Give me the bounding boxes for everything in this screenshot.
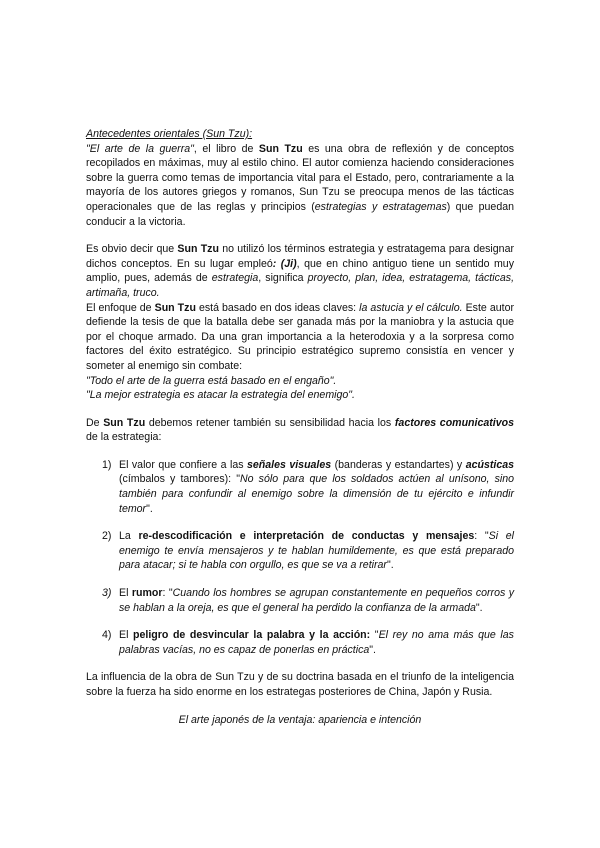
text-span: (banderas y estandartes) y <box>331 458 466 471</box>
text-span: , el libro de <box>193 142 259 155</box>
text-span: Este autor defiende la tesis de que la batalla debe ser ganada más por la maniobra y la astucia que por el choque armado. Da una gran importancia a la heterodoxia y a la sorpresa como factores del éxito estratégico. Su principio estratégico supremo consistía en vencer y someter al enemigo sin combate: <box>86 301 515 372</box>
book-title: "El arte de la guerra" <box>86 142 194 155</box>
italic-span: estrategias y estratagemas <box>314 200 447 213</box>
list-item <box>86 529 514 573</box>
bold-italic-span: factores comunicativos <box>394 416 514 429</box>
list-number: 4) <box>102 629 112 642</box>
text-span: de la estrategia: <box>86 431 162 444</box>
text-span: El <box>119 629 134 642</box>
list-number: 3) <box>102 587 112 600</box>
text-span: " <box>370 629 379 642</box>
italic-span: El rey no ama más que las palabras vacías, no es capaz de ponerlas en práctica <box>119 629 514 656</box>
italic-span: Si el enemigo te envía mensajeros y te hablan humildemente, es que está preparado para atacar; si te habla con orgullo, es que se va a retirar <box>119 530 514 572</box>
text-span: , que en chino antiguo tiene un sentido muy amplio, pues, además de <box>86 257 514 285</box>
text-span: no utilizó los términos estrategia y estratagema para designar dichos conceptos. En su lugar empleó <box>86 243 514 270</box>
italic-span: estrategia <box>211 272 259 285</box>
author-name: Sun Tzu <box>154 301 196 314</box>
author-name: Sun Tzu <box>177 243 219 256</box>
text-span: : " <box>162 587 173 600</box>
list-item <box>86 458 514 516</box>
list-number: 1) <box>102 458 112 471</box>
bold-span: peligro de desvincular la palabra y la acción: <box>133 629 371 642</box>
list-number: 2) <box>102 530 112 543</box>
paragraph-approach <box>86 301 514 374</box>
paragraph-intro <box>86 142 514 230</box>
italic-span: Cuando los hombres se agrupan constantemente en pequeños corros y se hablan a la oreja, es que el general ha perdido la confianza de la armada <box>119 587 514 614</box>
next-section-title: El arte japonés de la ventaja: apariencia e intención <box>178 713 422 726</box>
section-heading: Antecedentes orientales (Sun Tzu): <box>86 128 253 140</box>
text-span: ". <box>475 601 483 614</box>
text-span: debemos retener también su sensibilidad hacia los <box>145 416 395 429</box>
bold-italic-span: acústicas <box>465 458 514 471</box>
text-span: : " <box>474 530 489 543</box>
paragraph-terms <box>86 242 514 300</box>
factors-list <box>86 458 514 658</box>
paragraph-communication <box>86 416 514 445</box>
bold-span: rumor <box>131 587 163 600</box>
text-span: ". <box>386 559 394 572</box>
italic-span: proyecto, plan, idea, estratagema, tácticas, artimaña, truco. <box>86 272 515 299</box>
text-span: está basado en dos ideas claves: <box>195 301 360 314</box>
text-span: ) que puedan conducir a la victoria. <box>86 200 514 228</box>
bold-italic-span: señales visuales <box>247 458 332 471</box>
text-span: El <box>119 587 132 600</box>
text-span: La <box>119 530 139 543</box>
bold-italic-span: : (Ji) <box>272 257 297 270</box>
text-span: ". <box>369 643 377 656</box>
author-name: Sun Tzu <box>258 142 303 155</box>
text-span: De <box>86 416 104 429</box>
text-span: El valor que confiere a las <box>119 458 247 471</box>
italic-span: No sólo para que los soldados actúen al unísono, sino también para confundir al enemigo sobre la dimensión de tu ejército e infundir temor <box>119 473 515 515</box>
paragraph-influence: La influencia de la obra de Sun Tzu y de su doctrina basada en el triunfo de la inteligencia sobre la fuerza ha sido enorme en los estrategas posteriores de China, Japón y Rusia. <box>86 671 514 698</box>
text-span: (címbalos y tambores): " <box>119 473 240 486</box>
list-item <box>86 628 514 657</box>
author-name: Sun Tzu <box>103 416 146 429</box>
bold-span: re-descodificación e interpretación de conductas y mensajes <box>138 530 475 543</box>
list-item <box>86 586 514 615</box>
text-span: Es obvio decir que <box>86 243 178 256</box>
italic-span: la astucia y el cálculo. <box>359 301 463 314</box>
text-span: ". <box>146 502 153 515</box>
quote-line: "Todo el arte de la guerra está basado en el engaño". <box>86 374 337 387</box>
document-page <box>86 127 514 727</box>
text-span: El enfoque de <box>86 301 155 314</box>
text-span: , significa <box>258 272 308 285</box>
text-span: es una obra de reflexión y de conceptos recopilados en máximas, muy al estilo chino. El autor comienza haciendo consideraciones sobre la guerra como temas de importancia vital para el Estado, pero, contrariamente a la mayoría de los autores griegos y romanos, Sun Tzu se preocupa menos de las tácticas operacionales que de las reglas y principios ( <box>86 142 515 213</box>
quote-line: "La mejor estrategia es atacar la estrategia del enemigo". <box>86 389 355 402</box>
